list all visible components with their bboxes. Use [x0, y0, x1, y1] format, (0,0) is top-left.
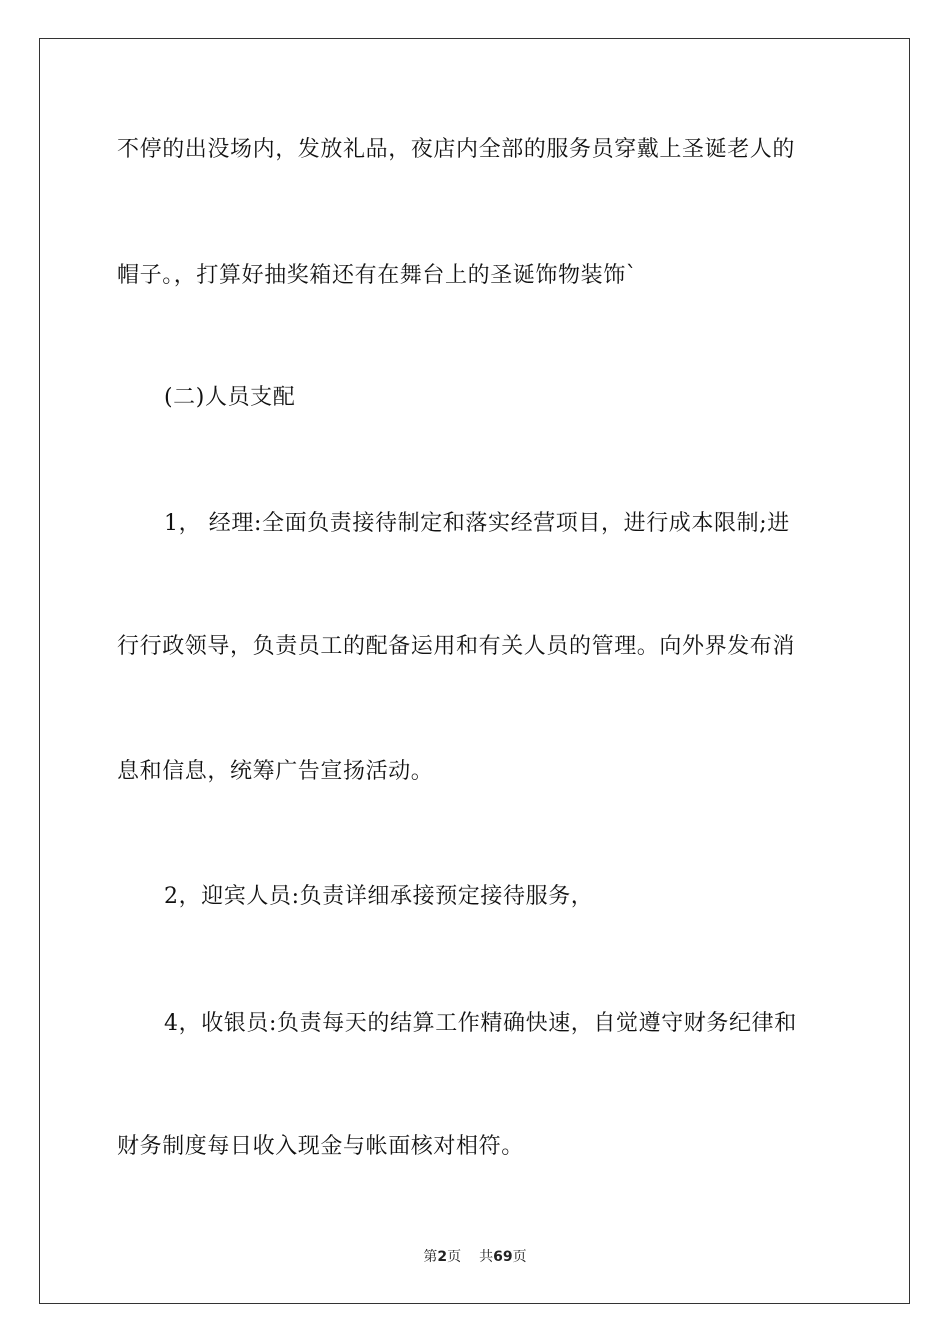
body-line-5: 行行政领导，负责员工的配备运用和有关人员的管理。向外界发布消: [117, 634, 796, 659]
footer-page-number: 2: [437, 1249, 448, 1265]
footer-page-prefix: 第: [423, 1249, 438, 1265]
body-line-2: 帽子。，打算好抽奖箱还有在舞台上的圣诞饰物装饰`: [117, 263, 638, 288]
body-line-7: 2，迎宾人员:负责详细承接预定接待服务，: [164, 884, 594, 909]
body-line-4: 1， 经理:全面负责接待制定和落实经营项目，进行成本限制;进: [164, 511, 790, 536]
page-border: [39, 38, 910, 1304]
body-line-9: 财务制度每日收入现金与帐面核对相符。: [117, 1134, 524, 1159]
body-line-8: 4，收银员:负责每天的结算工作精确快速，自觉遵守财务纪律和: [164, 1011, 797, 1036]
section-heading: (二)人员支配: [164, 385, 296, 410]
page-footer: [0, 1247, 950, 1267]
footer-total-pages: 69: [493, 1249, 513, 1265]
footer-total-suffix: 页: [512, 1249, 527, 1265]
footer-total-prefix: 共: [479, 1249, 494, 1265]
body-line-6: 息和信息，统筹广告宣扬活动。: [117, 759, 434, 784]
footer-page-suffix: 页: [447, 1249, 462, 1265]
body-line-1: 不停的出没场内，发放礼品，夜店内全部的服务员穿戴上圣诞老人的: [117, 137, 796, 162]
